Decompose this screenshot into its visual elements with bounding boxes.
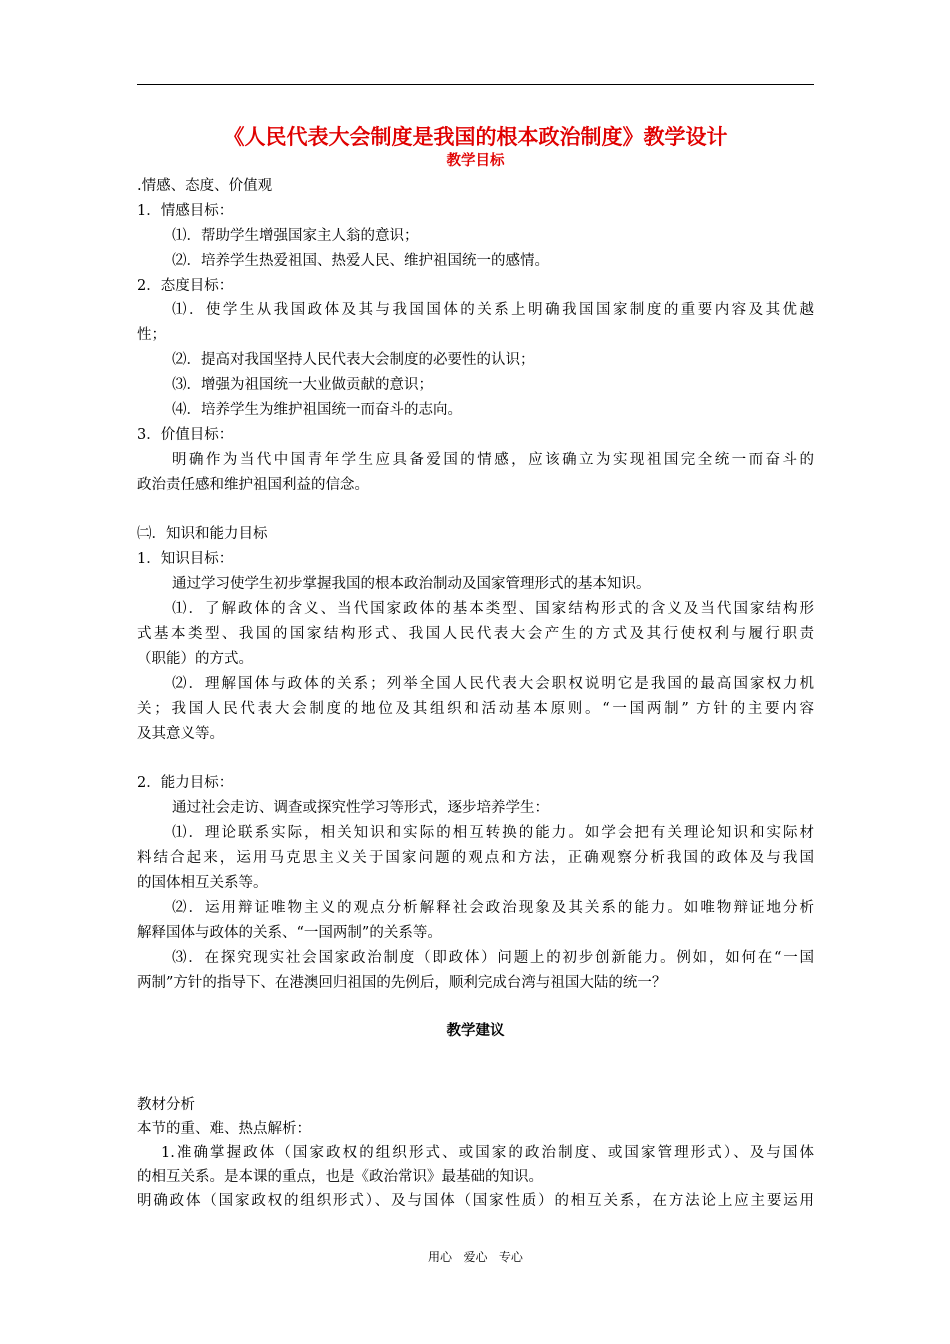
heading-knowledge-ability: ㈡．知识和能力目标 bbox=[137, 526, 268, 542]
paragraph-line: ⑵．理解国体与政体的关系；列举全国人民代表大会职权说明它是我国的最高国家权力机 bbox=[172, 676, 814, 692]
paragraph-line: 及其意义等。 bbox=[137, 726, 224, 742]
paragraph-line: ⑵．运用辩证唯物主义的观点分析解释社会政治现象及其关系的能力。如唯物辩证地分析 bbox=[172, 900, 814, 916]
paragraph-line: 性； bbox=[137, 327, 166, 343]
page-footer: 用心 爱心 专心 bbox=[428, 1250, 523, 1264]
paragraph-line: 的国体相互关系等。 bbox=[137, 875, 268, 891]
paragraph-line: 解释国体与政体的关系、“一国两制”的关系等。 bbox=[137, 925, 442, 941]
paragraph-line: ⑴．了解政体的含义、当代国家政体的基本类型、国家结构形式的含义及当代国家结构形 bbox=[172, 601, 814, 617]
heading-emotion-attitude-values: .情感、态度、价值观 bbox=[137, 178, 273, 194]
heading-emotion-goal: 1．情感目标： bbox=[137, 203, 234, 219]
paragraph-line: 的相互关系。是本课的重点，也是《政治常识》最基础的知识。 bbox=[137, 1169, 543, 1185]
paragraph-line: ⑶．在探究现实社会国家政治制度（即政体）问题上的初步创新能力。例如，如何在“一国 bbox=[172, 950, 814, 966]
section-heading-teaching-goals: 教学目标 bbox=[446, 152, 505, 169]
paragraph-line: 通过社会走访、调查或探究性学习等形式，逐步培养学生： bbox=[172, 800, 549, 816]
document-title: 《人民代表大会制度是我国的根本政治制度》教学设计 bbox=[223, 124, 728, 149]
paragraph-line: 两制”方针的指导下、在港澳回归祖国的先例后，顺利完成台湾与祖国大陆的统一？ bbox=[137, 975, 667, 991]
header-rule bbox=[137, 84, 814, 85]
paragraph-line: 式基本类型、我国的国家结构形式、我国人民代表大会产生的方式及其行使权利与履行职责 bbox=[137, 626, 814, 642]
heading-knowledge-goal: 1．知识目标： bbox=[137, 551, 234, 567]
paragraph-line: 明确作为当代中国青年学生应具备爱国的情感，应该确立为实现祖国完全统一而奋斗的 bbox=[172, 452, 814, 468]
list-item: ⑵．提高对我国坚持人民代表大会制度的必要性的认识； bbox=[172, 352, 535, 368]
paragraph-line: 本节的重、难、热点解析： bbox=[137, 1121, 311, 1137]
paragraph-line: ⑴．使学生从我国政体及其与我国国体的关系上明确我国国家制度的重要内容及其优越 bbox=[172, 302, 814, 318]
paragraph-line: ⑴．理论联系实际，相关知识和实际的相互转换的能力。如学会把有关理论知识和实际材 bbox=[172, 825, 814, 841]
paragraph-line: （职能）的方式。 bbox=[137, 651, 253, 667]
paragraph-line: 明确政体（国家政权的组织形式）、及与国体（国家性质）的相互关系，在方法论上应主要运用 bbox=[137, 1193, 814, 1209]
list-item: ⑵．培养学生热爱祖国、热爱人民、维护祖国统一的感情。 bbox=[172, 253, 549, 269]
paragraph-line: 通过学习使学生初步掌握我国的根本政治制动及国家管理形式的基本知识。 bbox=[172, 576, 651, 592]
list-item: ⑴．帮助学生增强国家主人翁的意识； bbox=[172, 228, 419, 244]
paragraph-line: 关；我国人民代表大会制度的地位及其组织和活动基本原则。“一国两制” 方针的主要内容 bbox=[137, 701, 814, 717]
section-heading-teaching-suggestions: 教学建议 bbox=[446, 1022, 505, 1039]
list-item: ⑷．培养学生为维护祖国统一而奋斗的志向。 bbox=[172, 402, 462, 418]
list-item: ⑶．增强为祖国统一大业做贡献的意识； bbox=[172, 377, 433, 393]
paragraph-line: 1.准确掌握政体（国家政权的组织形式、或国家的政治制度、或国家管理形式）、及与国体 bbox=[161, 1145, 814, 1161]
heading-attitude-goal: 2．态度目标： bbox=[137, 278, 234, 294]
paragraph-line: 料结合起来，运用马克思主义关于国家问题的观点和方法，正确观察分析我国的政体及与我国 bbox=[137, 850, 814, 866]
heading-material-analysis: 教材分析 bbox=[137, 1097, 195, 1113]
paragraph-line: 政治责任感和维护祖国利益的信念。 bbox=[137, 477, 369, 493]
heading-value-goal: 3．价值目标： bbox=[137, 427, 234, 443]
heading-ability-goal: 2．能力目标： bbox=[137, 775, 234, 791]
